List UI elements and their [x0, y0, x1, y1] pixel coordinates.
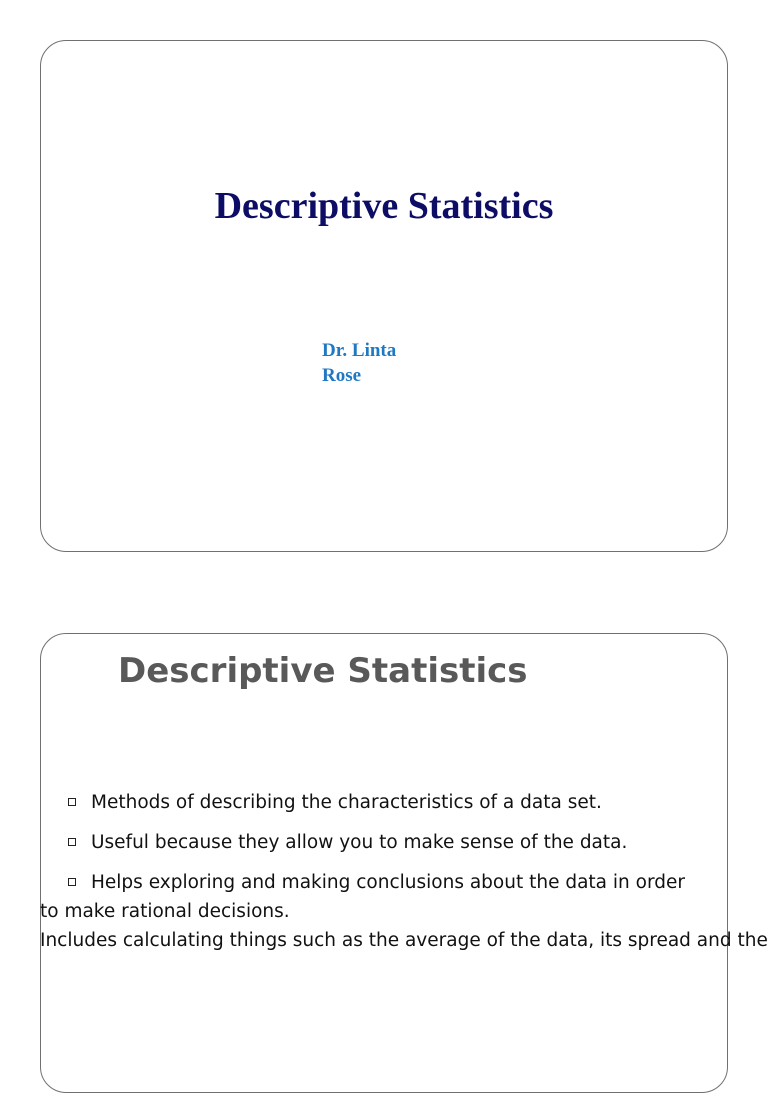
author-line-2: Rose	[322, 365, 362, 386]
author-name	[322, 338, 396, 388]
author-line-1: Dr. Linta	[322, 340, 397, 361]
slide-title: Descriptive Statistics	[214, 185, 554, 227]
title-slide	[40, 40, 728, 552]
bullet-text: Helps exploring and making conclusions about the data in order	[91, 871, 685, 893]
bullet-list	[68, 782, 685, 902]
square-bullet-icon	[68, 878, 76, 886]
square-bullet-icon	[68, 798, 76, 806]
continuation-line: to make rational decisions.	[40, 901, 290, 922]
bullet-item	[68, 782, 685, 822]
continuation-line: Includes calculating things such as the average of the data, its spread and the	[40, 930, 768, 951]
bullet-text: Methods of describing the characteristics of a data set.	[91, 791, 602, 813]
square-bullet-icon	[68, 838, 76, 846]
bullet-text: Useful because they allow you to make sense of the data.	[91, 831, 628, 853]
bullet-item	[68, 822, 685, 862]
overflow-continuation-text	[40, 897, 768, 955]
bullet-item	[68, 862, 685, 902]
content-slide	[40, 633, 728, 1093]
slide-heading: Descriptive Statistics	[118, 651, 528, 691]
